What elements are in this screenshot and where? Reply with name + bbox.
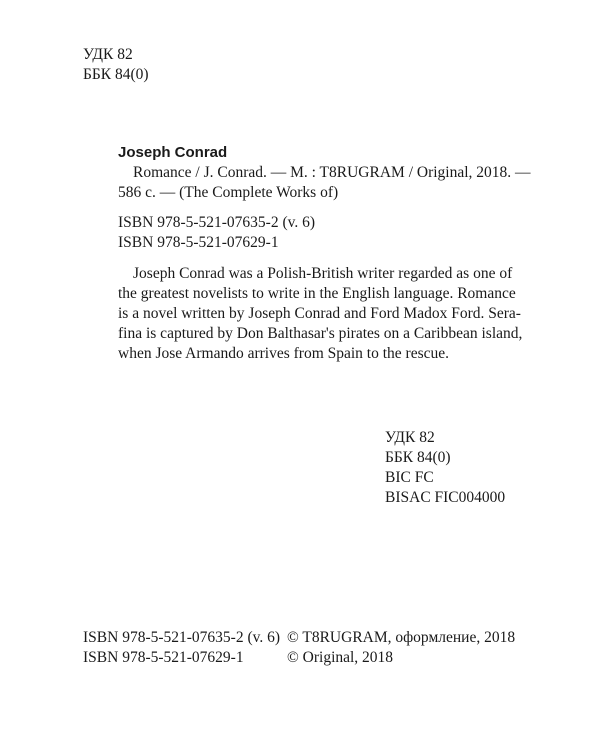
isbn-set: ISBN 978-5-521-07629-1 bbox=[118, 234, 279, 251]
isbn-volume: ISBN 978-5-521-07635-2 (v. 6) bbox=[118, 214, 316, 231]
bisac-code: BISAC FIC004000 bbox=[385, 489, 506, 506]
udk-code: УДК 82 bbox=[385, 429, 435, 446]
annotation-line: Joseph Conrad was a Polish-British writer regarded as one of bbox=[133, 265, 513, 282]
citation-line: 586 c. — (The Complete Works of) bbox=[118, 184, 339, 201]
top-classification-codes bbox=[83, 45, 149, 85]
bottom-isbn-list bbox=[83, 628, 280, 668]
bibliographic-citation bbox=[118, 163, 531, 203]
udk-code: УДК 82 bbox=[83, 46, 133, 63]
isbn-set: ISBN 978-5-521-07629-1 bbox=[83, 649, 244, 666]
annotation-paragraph bbox=[118, 264, 523, 364]
author-name: Joseph Conrad bbox=[118, 144, 228, 161]
annotation-line: fina is captured by Don Balthasar's pirates on a Caribbean island, bbox=[118, 325, 523, 342]
bbk-code: ББК 84(0) bbox=[83, 66, 149, 83]
copyright-line: © Original, 2018 bbox=[287, 649, 394, 666]
isbn-volume: ISBN 978-5-521-07635-2 (v. 6) bbox=[83, 629, 281, 646]
annotation-line: is a novel written by Joseph Conrad and Ford Madox Ford. Sera- bbox=[118, 305, 521, 322]
isbn-list bbox=[118, 213, 315, 253]
citation-line: Romance / J. Conrad. — M. : T8RUGRAM / Original, 2018. — bbox=[133, 164, 531, 181]
annotation-line: when Jose Armando arrives from Spain to the rescue. bbox=[118, 345, 450, 362]
copyright-line: © T8RUGRAM, оформление, 2018 bbox=[287, 629, 516, 646]
copyright-notice bbox=[287, 628, 515, 668]
right-classification-codes bbox=[385, 428, 505, 508]
bbk-code: ББК 84(0) bbox=[385, 449, 451, 466]
annotation-line: the greatest novelists to write in the English language. Romance bbox=[118, 285, 516, 302]
bic-code: BIC FC bbox=[385, 469, 434, 486]
